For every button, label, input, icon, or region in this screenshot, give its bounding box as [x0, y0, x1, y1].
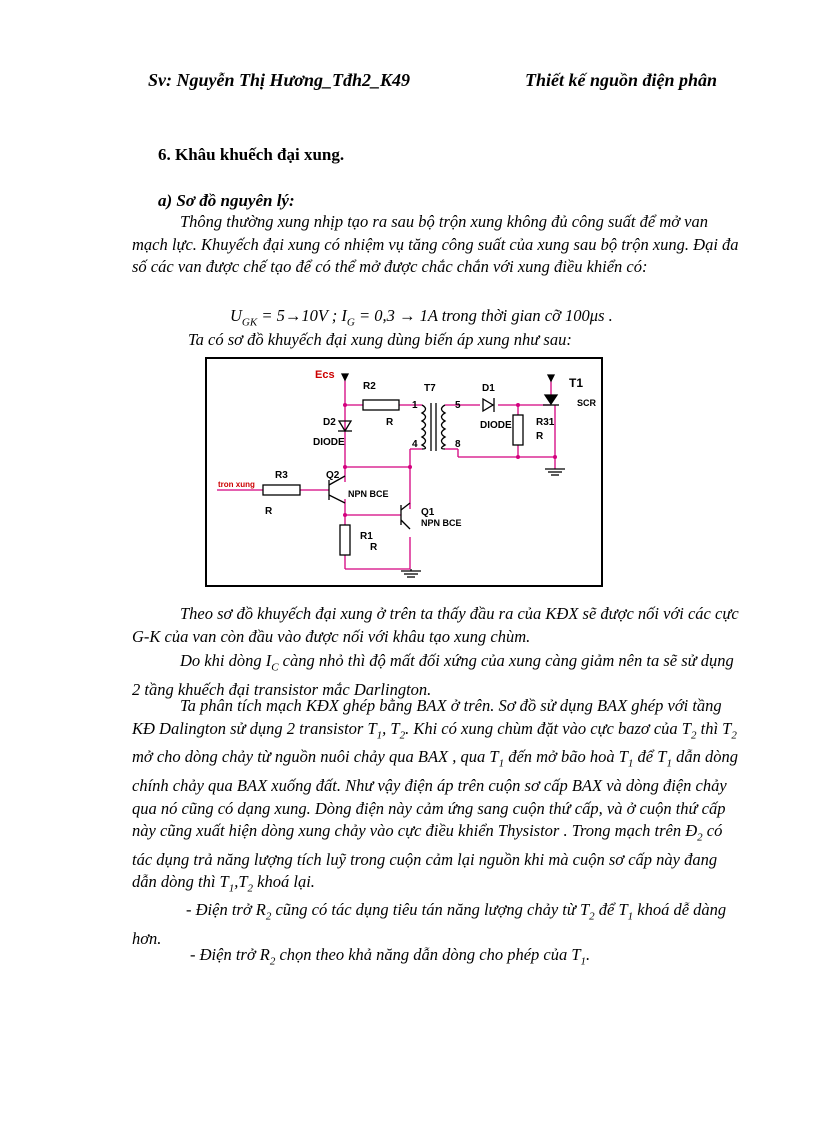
p4-sub: 2: [247, 882, 254, 895]
circuit-frame: [206, 358, 602, 586]
paragraph-output: [132, 603, 742, 648]
p4-seg: T: [618, 747, 628, 767]
p6-sub: 1: [580, 955, 587, 968]
p4-seg: đến mở bão hoà: [504, 747, 619, 767]
p4-seg: mở cho dòng chảy từ nguồn nuôi chảy qua BAX , qua: [132, 747, 490, 767]
p4-seg: . Khi có xung chùm đặt vào cực bazơ của: [405, 718, 682, 738]
supply-arrow: [548, 375, 554, 381]
p6-seg: - Điện trở R: [190, 945, 270, 964]
pulse-amplifier-circuit: [205, 357, 603, 587]
p5-sub: 2: [589, 910, 595, 923]
p5-seg: để T: [594, 900, 628, 919]
p4-seg: có tác dụng trả năng lượng tích luỹ trong cuộn cảm lại nguồn khi mà cuộn sơ cấp này đang dẫn dòng thì: [132, 821, 723, 892]
p4-seg: T: [657, 747, 667, 767]
paragraph-darlington: [132, 650, 742, 701]
formula-u-sub: GK: [241, 316, 258, 329]
p4-seg: ,: [234, 872, 239, 892]
label-t7: T7: [424, 383, 436, 394]
label-t1: T1: [569, 376, 584, 390]
p5-sub: 1: [627, 910, 634, 923]
formula-u: U: [230, 306, 242, 325]
circuit-intro: Ta có sơ đồ khuyếch đại xung dùng biến áp xung như sau:: [188, 330, 572, 349]
header-topic: Thiết kế nguồn điện phân: [525, 70, 718, 90]
label-q1-type: NPN BCE: [421, 518, 462, 528]
label-r2: R2: [363, 381, 376, 392]
label-ecs: Ecs: [315, 369, 335, 381]
transistor-q1-collector: [401, 503, 410, 510]
label-r31-value: R: [536, 431, 544, 442]
label-r31: R31: [536, 417, 555, 428]
p4-sub: 2: [731, 728, 737, 741]
formula-line: [230, 306, 613, 328]
label-pin-8: 8: [455, 439, 461, 450]
p4-sub: 1: [627, 757, 634, 770]
p4-sub: 1: [228, 882, 235, 895]
label-r3: R3: [275, 470, 288, 481]
label-pin-1: 1: [412, 400, 418, 411]
resistor-r2: [363, 400, 399, 410]
label-q2-type: NPN BCE: [348, 489, 389, 499]
p4-seg: T: [489, 747, 499, 767]
section-subtitle: a) Sơ đồ nguyên lý:: [158, 191, 295, 210]
p4-seg: , T: [382, 718, 400, 738]
paragraph-intro-text: Thông thường xung nhịp tạo ra sau bộ trộn xung không đủ công suất để mở van mạch lực. Khuyếch đại xung có nhiệm vụ tăng công suất của xung sau bộ trộn xung. Đại đa số các van được chế tạo để có thể mở được chắc chắn với xung điều khiển có:: [132, 212, 739, 276]
transformer-primary: [422, 405, 426, 449]
transistor-q2-emitter: [329, 495, 345, 503]
label-r2-value: R: [386, 417, 394, 428]
p3-sub: C: [271, 661, 279, 674]
p4-sub: 1: [376, 728, 383, 741]
p4-seg: thì: [696, 718, 723, 738]
p4-seg: T: [238, 872, 248, 892]
p4-seg: T: [367, 718, 377, 738]
label-scr: SCR: [577, 398, 597, 408]
label-r1-value: R: [370, 542, 378, 553]
p5-seg: cũng có tác dụng tiêu tán năng lượng chảy từ T: [271, 900, 590, 919]
resistor-r31: [513, 415, 523, 445]
p5-seg: - Điện trở R: [186, 900, 266, 919]
paragraph-r2-dissipation: [132, 899, 742, 950]
label-d1-type: DIODE: [480, 420, 512, 431]
label-pin-4: 4: [412, 439, 418, 450]
p4-seg: dẫn dòng chính chảy qua BAX xuống đất. Như vậy điện áp trên cuộn sơ cấp BAX và dòng điện chảy qua nó cũng có dạng xung. Dòng điện này cảm ứng sang cuộn thứ cấp, và ở cuộn thứ cấp này cũng xuất hiện dòng xung chảy vào cực điều khiển Thysistor . Trong mạch trên Đ: [132, 747, 738, 841]
p4-sub: 2: [690, 728, 697, 741]
header-student: Sv: Nguyễn Thị Hương_Tđh2_K49: [148, 70, 410, 90]
paragraph-intro: [132, 211, 742, 279]
label-q2: Q2: [326, 470, 340, 481]
paragraph-analysis: [132, 695, 742, 900]
section-title: 6. Khâu khuếch đại xung.: [158, 145, 345, 164]
formula-end: = 0,3 → 1A trong thời gian cỡ 100μs .: [354, 306, 613, 325]
circuit-wires: [217, 377, 555, 569]
p4-sub: 1: [666, 757, 672, 770]
label-pin-5: 5: [455, 400, 461, 411]
label-d1: D1: [482, 383, 495, 394]
p5-seg: khoá dễ dàng hơn.: [132, 900, 727, 948]
label-d2: D2: [323, 417, 336, 428]
p3-text-b: càng nhỏ thì độ mất đối xứng của xung càng giảm nên ta sẽ sử dụng 2 tầng khuếch đại transistor mắc Darlington.: [132, 651, 734, 699]
label-q1: Q1: [421, 507, 435, 518]
p6-seg: chọn theo khả năng dẫn dòng cho phép của T: [275, 945, 581, 964]
label-input: tron xung: [218, 480, 255, 489]
p4-seg: T: [219, 872, 229, 892]
p4-seg: T: [681, 718, 691, 738]
p5-sub: 2: [265, 910, 272, 923]
circuit-junctions: [343, 403, 557, 517]
formula-mid: = 5→10V ; I: [257, 306, 347, 325]
transistor-q1-emitter: [401, 520, 410, 529]
resistor-r3: [263, 485, 300, 495]
p4-seg: Ta phân tích mạch KĐX ghép bằng BAX ở trên. Sơ đồ sử dụng BAX ghép với tầng KĐ Dalington sử dụng 2 transistor: [132, 696, 722, 738]
p4-sub: 2: [399, 728, 406, 741]
label-r1: R1: [360, 531, 373, 542]
label-d2-type: DIODE: [313, 437, 345, 448]
ecs-arrow: [342, 374, 348, 380]
paragraph-r2-selection: [132, 944, 742, 973]
scr-t1-triangle: [545, 395, 557, 404]
p4-sub: 2: [697, 831, 703, 844]
resistor-r1: [340, 525, 350, 555]
label-r3-value: R: [265, 506, 273, 517]
formula-i-sub: G: [346, 316, 355, 329]
p6-sub: 2: [269, 955, 276, 968]
diode-d1-triangle: [483, 399, 493, 411]
p4-sub: 1: [498, 757, 505, 770]
p4-seg: để: [633, 747, 658, 767]
p6-seg: .: [586, 945, 591, 964]
p4-seg: khoá lại.: [253, 872, 315, 892]
p4-seg: T: [722, 718, 732, 738]
p3-text-a: Do khi dòng I: [180, 651, 272, 670]
paragraph-output-text: Theo sơ đồ khuyếch đại xung ở trên ta thấy đầu ra của KĐX sẽ được nối với các cực G-K của van còn đầu vào được nối với khâu tạo xung chùm.: [132, 604, 739, 646]
transformer-secondary: [442, 405, 446, 449]
